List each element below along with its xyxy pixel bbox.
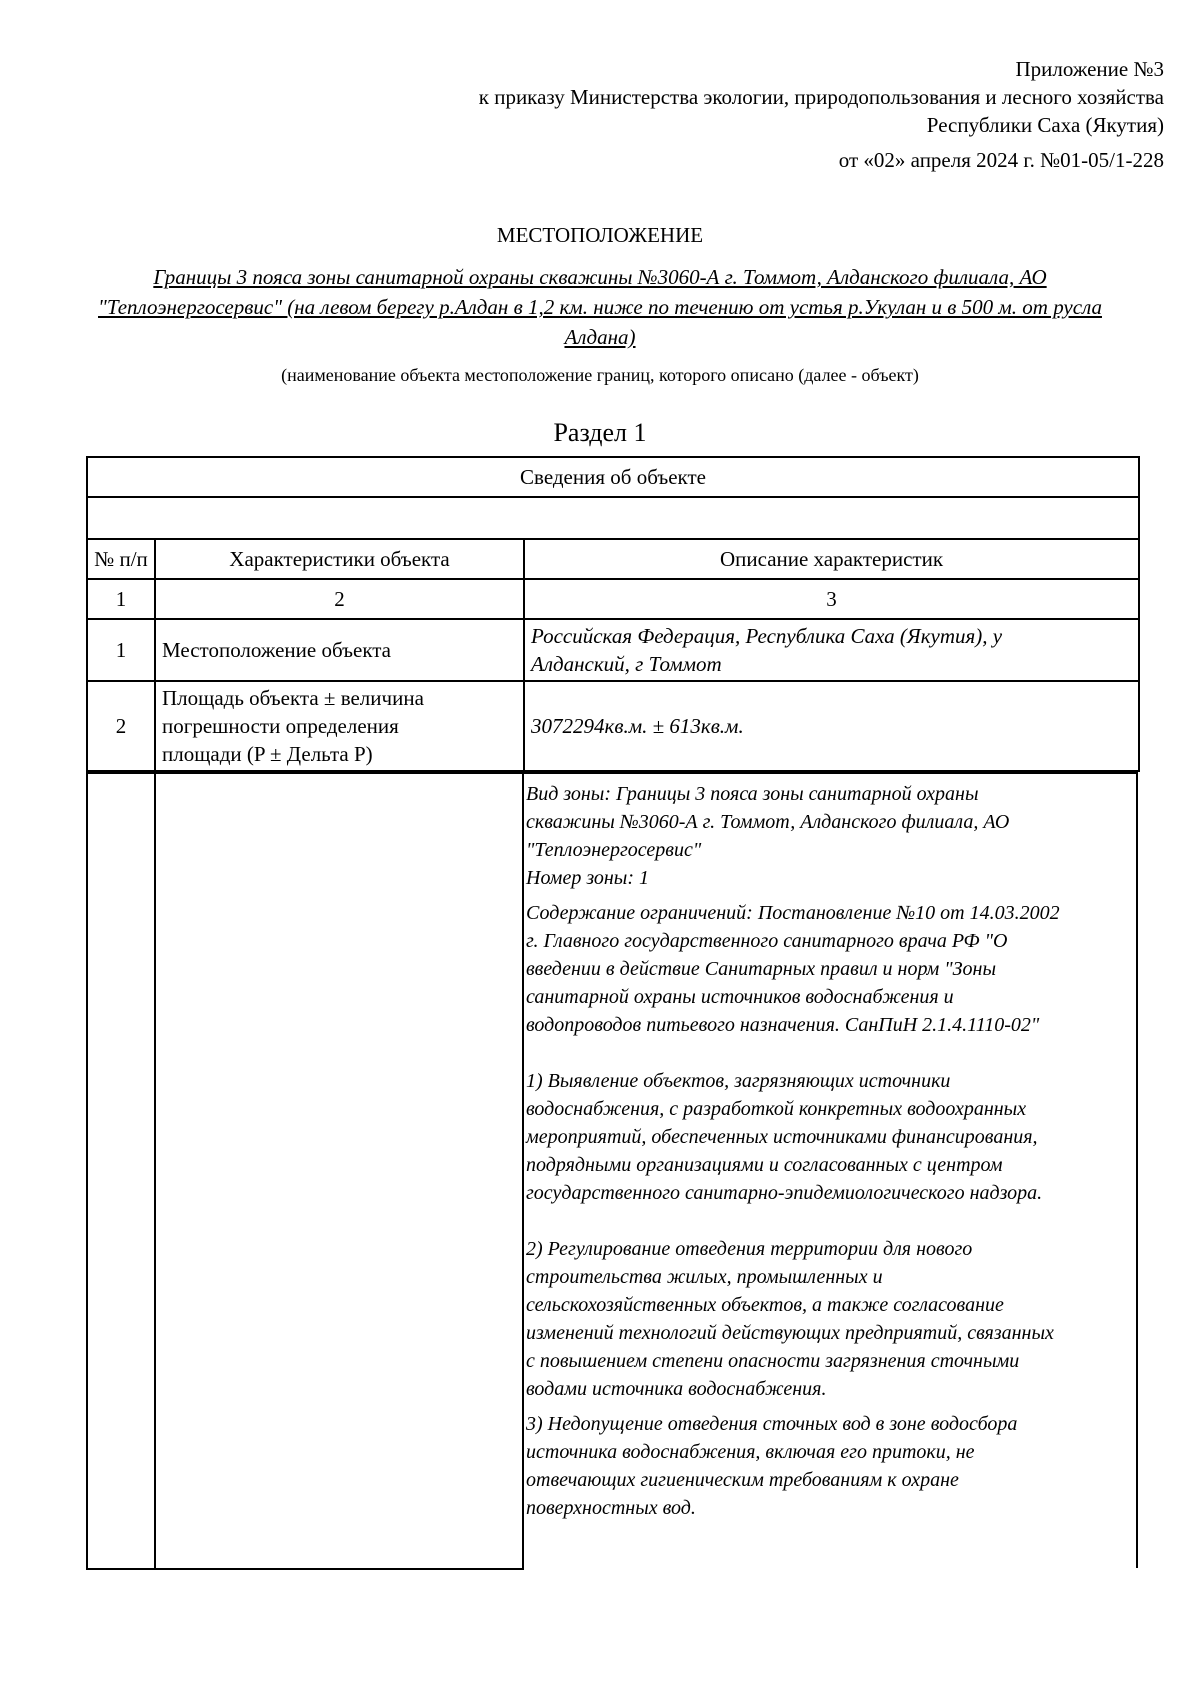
label-line: погрешности определения — [162, 714, 399, 738]
text-line: строительства жилых, промышленных и — [526, 1266, 883, 1288]
bottom-border — [86, 1568, 523, 1570]
label-line: площади (P ± Дельта P) — [162, 742, 373, 766]
text-line: 1) Выявление объектов, загрязняющих источники — [526, 1070, 951, 1092]
row-number: 1 — [87, 619, 155, 681]
table-caption: Сведения об объекте — [87, 457, 1139, 497]
header-characteristic: Характеристики объекта — [155, 539, 524, 579]
text-line: Содержание ограничений: Постановление №10 от 14.03.2002 — [526, 902, 1060, 924]
value-line: Алданский, г Томмот — [531, 652, 722, 676]
order-date: от «02» апреля 2024 г. №01-05/1-228 — [838, 148, 1164, 172]
text-line: поверхностных вод. — [526, 1497, 696, 1519]
column-border — [522, 774, 524, 1570]
column-border — [154, 774, 156, 1570]
text-line: 3) Недопущение отведения сточных вод в зоне водосбора — [526, 1413, 1018, 1435]
text-line: с повышением степени опасности загрязнения сточными — [526, 1350, 1020, 1372]
text-line: водами источника водоснабжения. — [526, 1378, 827, 1400]
text-line: санитарной охраны источников водоснабжения и — [526, 986, 954, 1008]
row-value-location — [524, 619, 1139, 681]
text-line: "Теплоэнергосервис" — [526, 839, 702, 861]
row-label-location: Местоположение объекта — [155, 619, 524, 681]
empty-row — [87, 497, 1139, 539]
document-title: МЕСТОПОЛОЖЕНИЕ — [496, 223, 704, 247]
row-number: 2 — [87, 681, 155, 771]
object-name-line: Алдана) — [564, 325, 636, 349]
text-line: Вид зоны: Границы 3 пояса зоны санитарной охраны — [526, 783, 979, 805]
text-line: изменений технологий действующих предприятий, связанных — [526, 1322, 1054, 1344]
object-name — [60, 262, 1140, 352]
zone-description-block — [86, 772, 1138, 1570]
object-name-caption: (наименование объекта местоположение границ, которого описано (далее - объект) — [281, 365, 919, 385]
text-line: источника водоснабжения, включая его притоки, не — [526, 1441, 975, 1463]
column-number: 3 — [524, 579, 1139, 619]
row-value-area: 3072294кв.м. ± 613кв.м. — [524, 681, 1139, 771]
object-name-line: Границы 3 пояса зоны санитарной охраны скважины №3060-А г. Томмот, Алданского филиала, АО — [153, 265, 1047, 289]
zone-type — [526, 780, 1126, 892]
object-info-table — [86, 456, 1140, 772]
object-name-line: "Теплоэнергосервис" (на левом берегу р.Алдан в 1,2 км. ниже по течению от устья р.Укулан и в 500 м. от русла — [98, 295, 1102, 319]
restriction-item-3 — [526, 1410, 1126, 1522]
text-line: отвечающих гигиеническим требованиям к охране — [526, 1469, 959, 1491]
column-border — [1136, 774, 1138, 1568]
section-heading: Раздел 1 — [553, 418, 647, 447]
text-line: водоснабжения, с разработкой конкретных водоохранных — [526, 1098, 1027, 1120]
value-line: Российская Федерация, Республика Саха (Якутия), у — [531, 624, 1003, 648]
label-line: Площадь объекта ± величина — [162, 686, 424, 710]
restriction-item-2 — [526, 1235, 1126, 1403]
text-line: г. Главного государственного санитарного врача РФ "О — [526, 930, 1008, 952]
row-label-area — [155, 681, 524, 771]
zone-description — [526, 780, 1126, 1529]
text-line: сельскохозяйственных объектов, а также согласование — [526, 1294, 1004, 1316]
zone-number: Номер зоны: 1 — [526, 867, 649, 889]
text-line: скважины №3060-А г. Томмот, Алданского филиала, АО — [526, 811, 1010, 833]
column-number: 1 — [87, 579, 155, 619]
text-line: государственного санитарно-эпидемиологического надзора. — [526, 1182, 1043, 1204]
text-line: водопроводов питьевого назначения. СанПиН 2.1.4.1110-02" — [526, 1014, 1040, 1036]
header-number: № п/п — [87, 539, 155, 579]
zone-restrictions — [526, 899, 1126, 1039]
column-number: 2 — [155, 579, 524, 619]
header-description: Описание характеристик — [524, 539, 1139, 579]
order-reference: к приказу Министерства экологии, природопользования и лесного хозяйства — [478, 85, 1164, 109]
text-line: введении в действие Санитарных правил и норм "Зоны — [526, 958, 996, 980]
republic-name: Республики Саха (Якутия) — [926, 113, 1164, 137]
column-border — [86, 774, 88, 1570]
text-line: мероприятий, обеспеченных источниками финансирования, — [526, 1126, 1038, 1148]
text-line: подрядными организациями и согласованных с центром — [526, 1154, 1003, 1176]
restriction-item-1 — [526, 1067, 1126, 1207]
appendix-number: Приложение №3 — [1015, 57, 1164, 81]
text-line: 2) Регулирование отведения территории для нового — [526, 1238, 973, 1260]
